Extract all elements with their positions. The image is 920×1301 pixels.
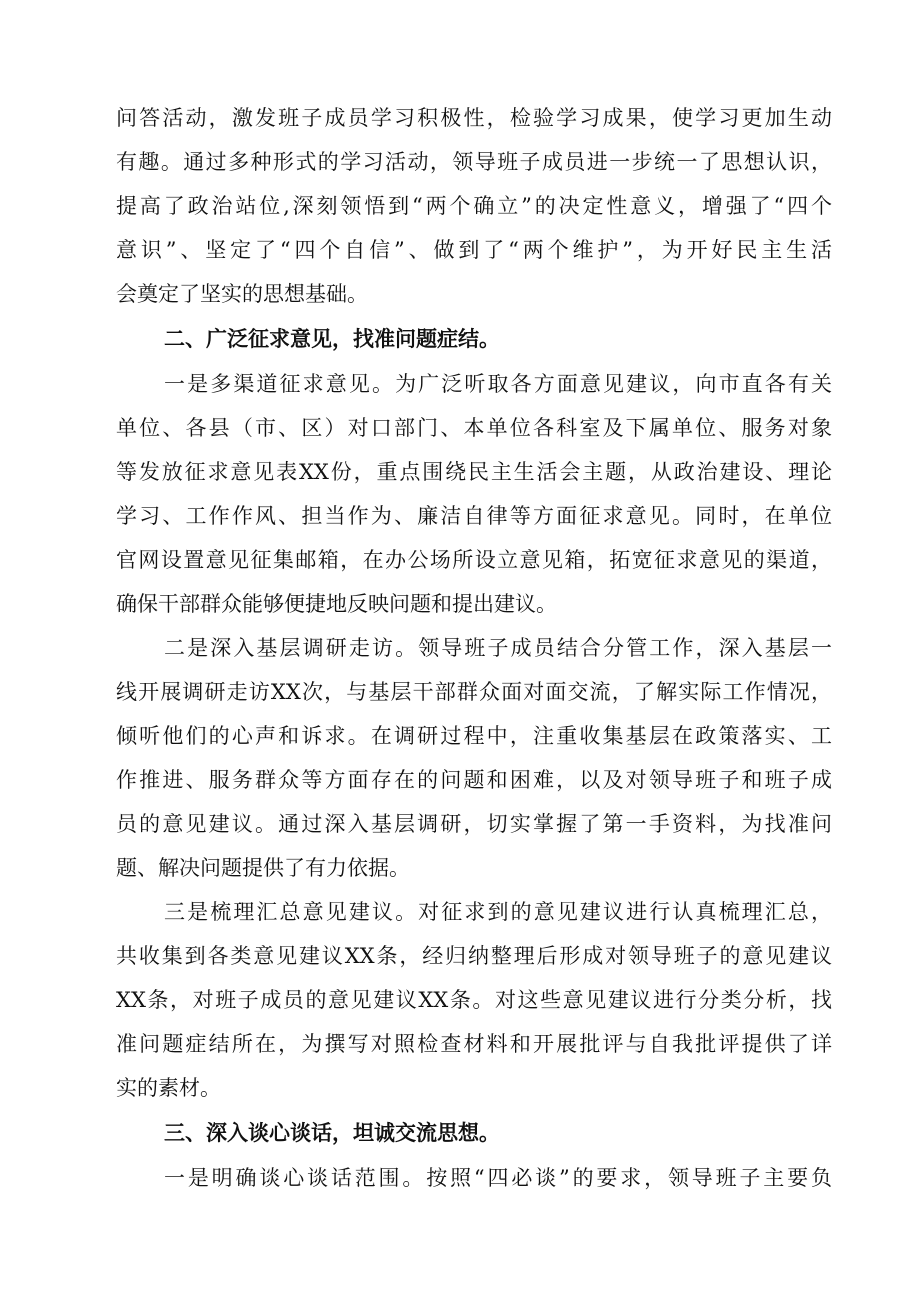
text-line: 共收集到各类意见建议XX条，经归纳整理后形成对领导班子的意见建议 — [116, 944, 832, 968]
text-line: 二是深入基层调研走访。领导班子成员结合分管工作，深入基层一 — [164, 636, 832, 660]
text-line: 意识”、坚定了“四个自信”、做到了“两个维护”，为开好民主生活 — [116, 238, 832, 262]
paragraph-grassroots-research — [116, 626, 832, 890]
text-line: 实的素材。 — [116, 1076, 221, 1100]
text-line: 提高了政治站位,深刻领悟到“两个确立”的决定性意义，增强了“四个 — [116, 194, 832, 218]
text-line: 学习、工作作风、担当作为、廉洁自律等方面征求意见。同时，在单位 — [116, 504, 832, 528]
paragraph-study-summary — [116, 96, 832, 316]
text-line: 有趣。通过多种形式的学习活动，领导班子成员进一步统一了思想认识， — [116, 150, 832, 174]
section-heading-2: 二、广泛征求意见，找准问题症结。 — [164, 327, 500, 351]
text-line: 官网设置意见征集邮箱，在办公场所设立意见箱，拓宽征求意见的渠道， — [116, 548, 832, 572]
text-line: 员的意见建议。通过深入基层调研，切实掌握了第一手资料，为找准问 — [116, 812, 832, 836]
text-line: 倾听他们的心声和诉求。在调研过程中，注重收集基层在政策落实、工 — [116, 724, 832, 748]
text-line: 确保干部群众能够便捷地反映问题和提出建议。 — [116, 592, 557, 616]
text-line: 问答活动，激发班子成员学习积极性，检验学习成果，使学习更加生动 — [116, 106, 832, 130]
section-heading-3: 三、深入谈心谈话，坦诚交流思想。 — [164, 1121, 500, 1145]
text-line: 等发放征求意见表XX份，重点围绕民主生活会主题，从政治建设、理论 — [116, 460, 832, 484]
text-line: 线开展调研走访XX次，与基层干部群众面对面交流，了解实际工作情况， — [116, 680, 832, 704]
paragraph-feedback-summary — [116, 890, 832, 1110]
text-line: 题、解决问题提供了有力依据。 — [116, 856, 410, 880]
text-line: 会奠定了坚实的思想基础。 — [116, 282, 368, 306]
text-line: XX条，对班子成员的意见建议XX条。对这些意见建议进行分类分析，找 — [116, 988, 832, 1012]
text-line: 准问题症结所在，为撰写对照检查材料和开展批评与自我批评提供了详 — [116, 1032, 832, 1056]
text-line: 作推进、服务群众等方面存在的问题和困难，以及对领导班子和班子成 — [116, 768, 832, 792]
document-page — [116, 96, 832, 1200]
paragraph-heart-to-heart-scope — [116, 1156, 832, 1200]
text-line: 三是梳理汇总意见建议。对征求到的意见建议进行认真梳理汇总， — [164, 900, 832, 924]
text-line: 单位、各县（市、区）对口部门、本单位各科室及下属单位、服务对象 — [116, 416, 832, 440]
text-line: 一是多渠道征求意见。为广泛听取各方面意见建议，向市直各有关 — [164, 372, 832, 396]
paragraph-multi-channel-feedback — [116, 362, 832, 626]
text-line: 一是明确谈心谈话范围。按照“四必谈”的要求，领导班子主要负 — [164, 1166, 832, 1190]
